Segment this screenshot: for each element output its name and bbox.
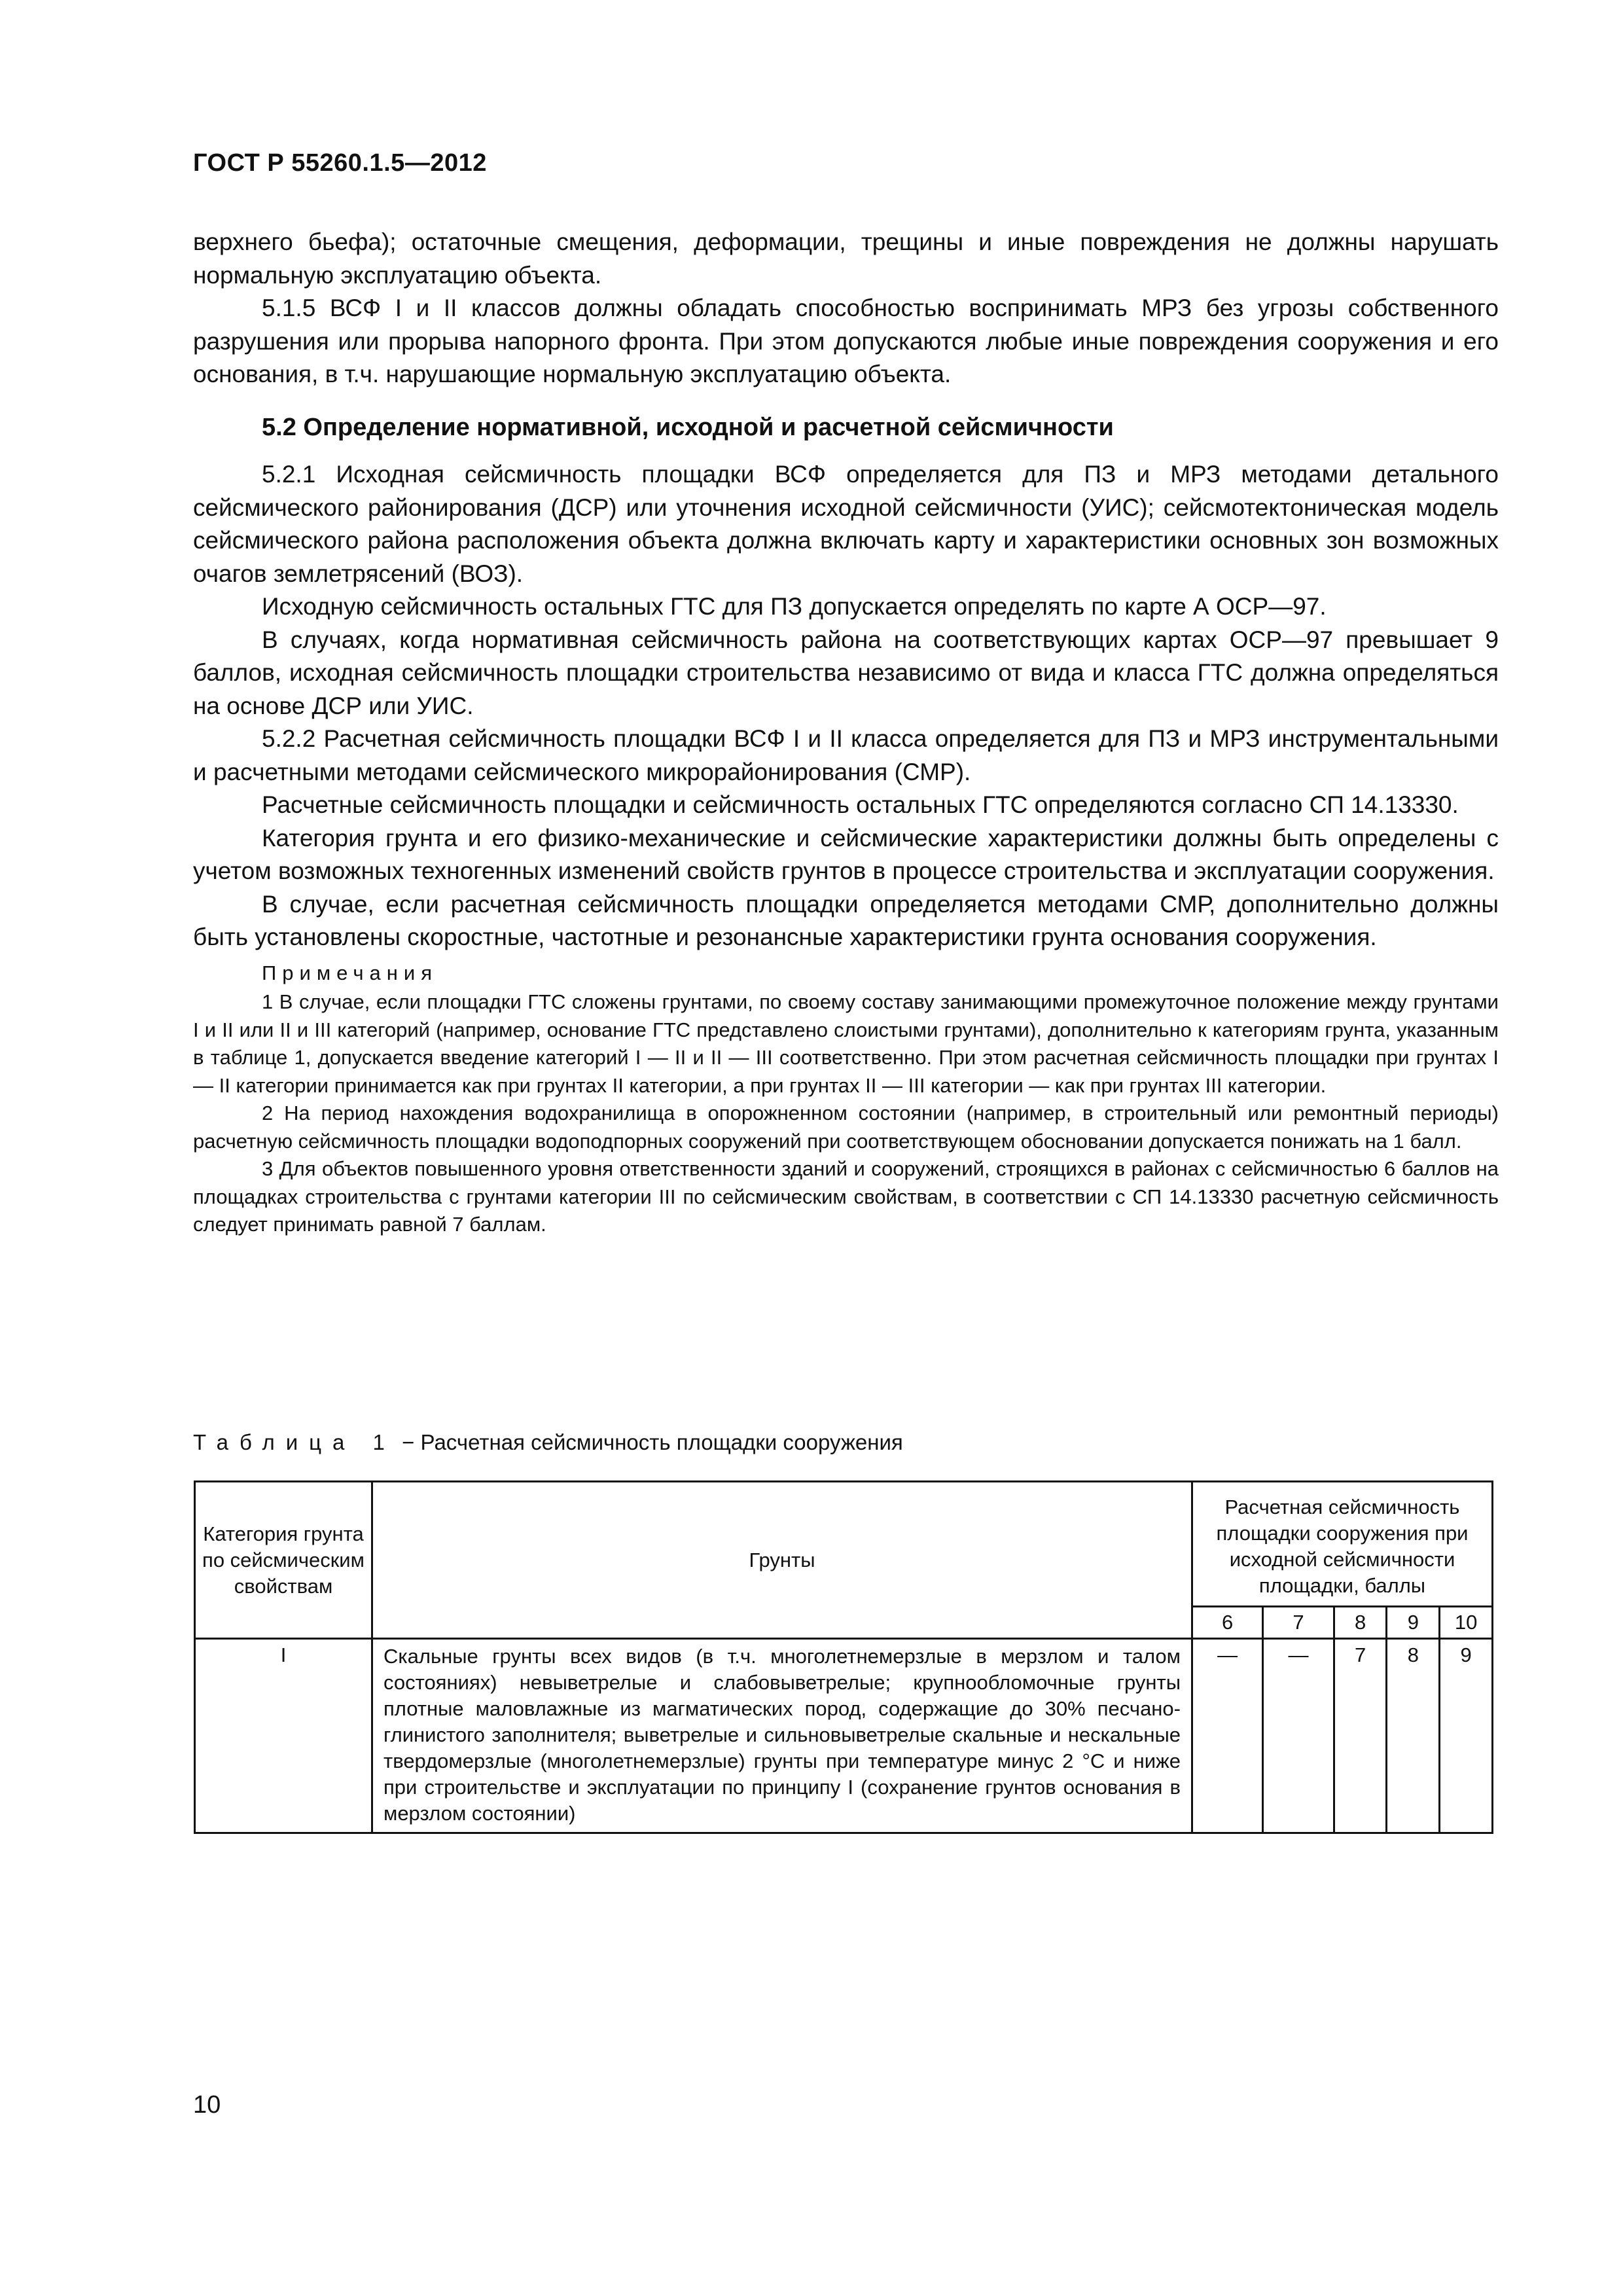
row-value: 7 [1334, 1639, 1387, 1833]
row-value: — [1263, 1639, 1334, 1833]
paragraph: В случае, если расчетная сейсмичность площадки определяется методами СМР, дополнительно должны быть установлены скоростные, частотные и резонансные характеристики грунта основания сооружения. [193, 890, 1499, 950]
level-header: 9 [1387, 1607, 1440, 1639]
paragraph: Категория грунта и его физико-механические и сейсмические характеристики должны быть определены с учетом возможных техногенных изменений свойств грунтов в процессе строительства и эксплуатации сооружения. [193, 824, 1499, 884]
notes-block [193, 960, 1499, 1239]
paragraph: 5.2.2 Расчетная сейсмичность площадки ВСФ I и II класса определяется для ПЗ и МРЗ инструментальными и расчетными методами сейсмического микрорайонирования (СМР). [193, 725, 1499, 785]
row-value: — [1192, 1639, 1263, 1833]
level-header: 6 [1192, 1607, 1263, 1639]
paragraph: В случаях, когда нормативная сейсмичность района на соответствующих картах ОСР—97 превышает 9 баллов, исходная сейсмичность площадки строительства независимо от вида и класса ГТС должна определяться на основе ДСР или УИС. [193, 626, 1499, 719]
table-caption-text: − Расчетная сейсмичность площадки сооружения [395, 1430, 903, 1454]
document-header: ГОСТ Р 55260.1.5—2012 [193, 149, 487, 177]
paragraph: Исходную сейсмичность остальных ГТС для ПЗ допускается определять по карте А ОСР—97. [262, 593, 1327, 620]
column-header-scale: Расчетная сейсмичность площадки сооружения при исходной сейсмичности площадки, баллы [1192, 1482, 1493, 1607]
section-heading: 5.2 Определение нормативной, исходной и расчетной сейсмичности [262, 413, 1114, 441]
column-header-category: Категория грунта по сейсмическим свойствам [195, 1482, 372, 1639]
level-header: 7 [1263, 1607, 1334, 1639]
seismicity-table [194, 1480, 1493, 1834]
paragraph: Расчетные сейсмичность площадки и сейсмичность остальных ГТС определяются согласно СП 14.13330. [262, 791, 1459, 818]
row-soils: Скальные грунты всех видов (в т.ч. многолетнемерзлые в мерзлом и талом состояниях) невыветрелые и слабовыветрелые; крупнообломочные грунты плотные маловлажные из магматических пород, содержащие до 30% песчано-глинистого заполнителя; выветрелые и сильновыветрелые скальные и нескальные твердомерзлые (многолетнемерзлые) грунты при температуре минус 2 °С и ниже при строительстве и эксплуатации по принципу I (сохранение грунтов основания в мерзлом состоянии) [372, 1639, 1192, 1833]
row-value: 9 [1440, 1639, 1493, 1833]
paragraph: 5.1.5 ВСФ I и II классов должны обладать способностью воспринимать МРЗ без угрозы собственного разрушения или прорыва напорного фронта. При этом допускаются любые иные повреждения сооружения и его основания, в т.ч. нарушающие нормальную эксплуатацию объекта. [193, 295, 1499, 387]
notes-title: Примечания [262, 961, 438, 984]
table-caption [193, 1430, 903, 1455]
table-caption-label: Таблица 1 [193, 1430, 396, 1454]
table-row [195, 1639, 1493, 1833]
level-header: 10 [1440, 1607, 1493, 1639]
page-number: 10 [193, 2091, 221, 2119]
note-item: 1 В случае, если площадки ГТС сложены грунтами, по своему составу занимающими промежуточное положение между грунтами I и II или II и III категорий (например, основание ГТС представлено слоистыми грунтами), дополнительно к категориям грунта, указанным в таблице 1, допускается введение категорий I — II и II — III соответственно. При этом расчетная сейсмичность площадки при грунтах I — II категории принимается как при грунтах II категории, а при грунтах II — III категории — как при грунтах III категории. [193, 990, 1499, 1097]
row-category: I [195, 1639, 372, 1833]
note-item: 3 Для объектов повышенного уровня ответственности зданий и сооружений, строящихся в районах с сейсмичностью 6 баллов на площадках строительства с грунтами категории III по сейсмическим свойствам, в соответствии с СП 14.13330 расчетную сейсмичность следует принимать равной 7 баллам. [193, 1157, 1499, 1236]
paragraph: верхнего бьефа); остаточные смещения, деформации, трещины и иные повреждения не должны нарушать нормальную эксплуатацию объекта. [193, 228, 1499, 289]
paragraph: 5.2.1 Исходная сейсмичность площадки ВСФ определяется для ПЗ и МРЗ методами детального сейсмического районирования (ДСР) или уточнения исходной сейсмичности (УИС); сейсмотектоническая модель сейсмического района расположения объекта должна включать карту и характеристики основных зон возможных очагов землетрясений (ВОЗ). [193, 461, 1499, 587]
column-header-soils: Грунты [372, 1482, 1192, 1639]
level-header: 8 [1334, 1607, 1387, 1639]
row-value: 8 [1387, 1639, 1440, 1833]
note-item: 2 На период нахождения водохранилища в опорожненном состоянии (например, в строительный или ремонтный периоды) расчетную сейсмичность площадки водоподпорных сооружений при соответствующем обосновании допускается понижать на 1 балл. [193, 1102, 1499, 1153]
document-body [193, 226, 1499, 1239]
table-header-row [195, 1482, 1493, 1607]
